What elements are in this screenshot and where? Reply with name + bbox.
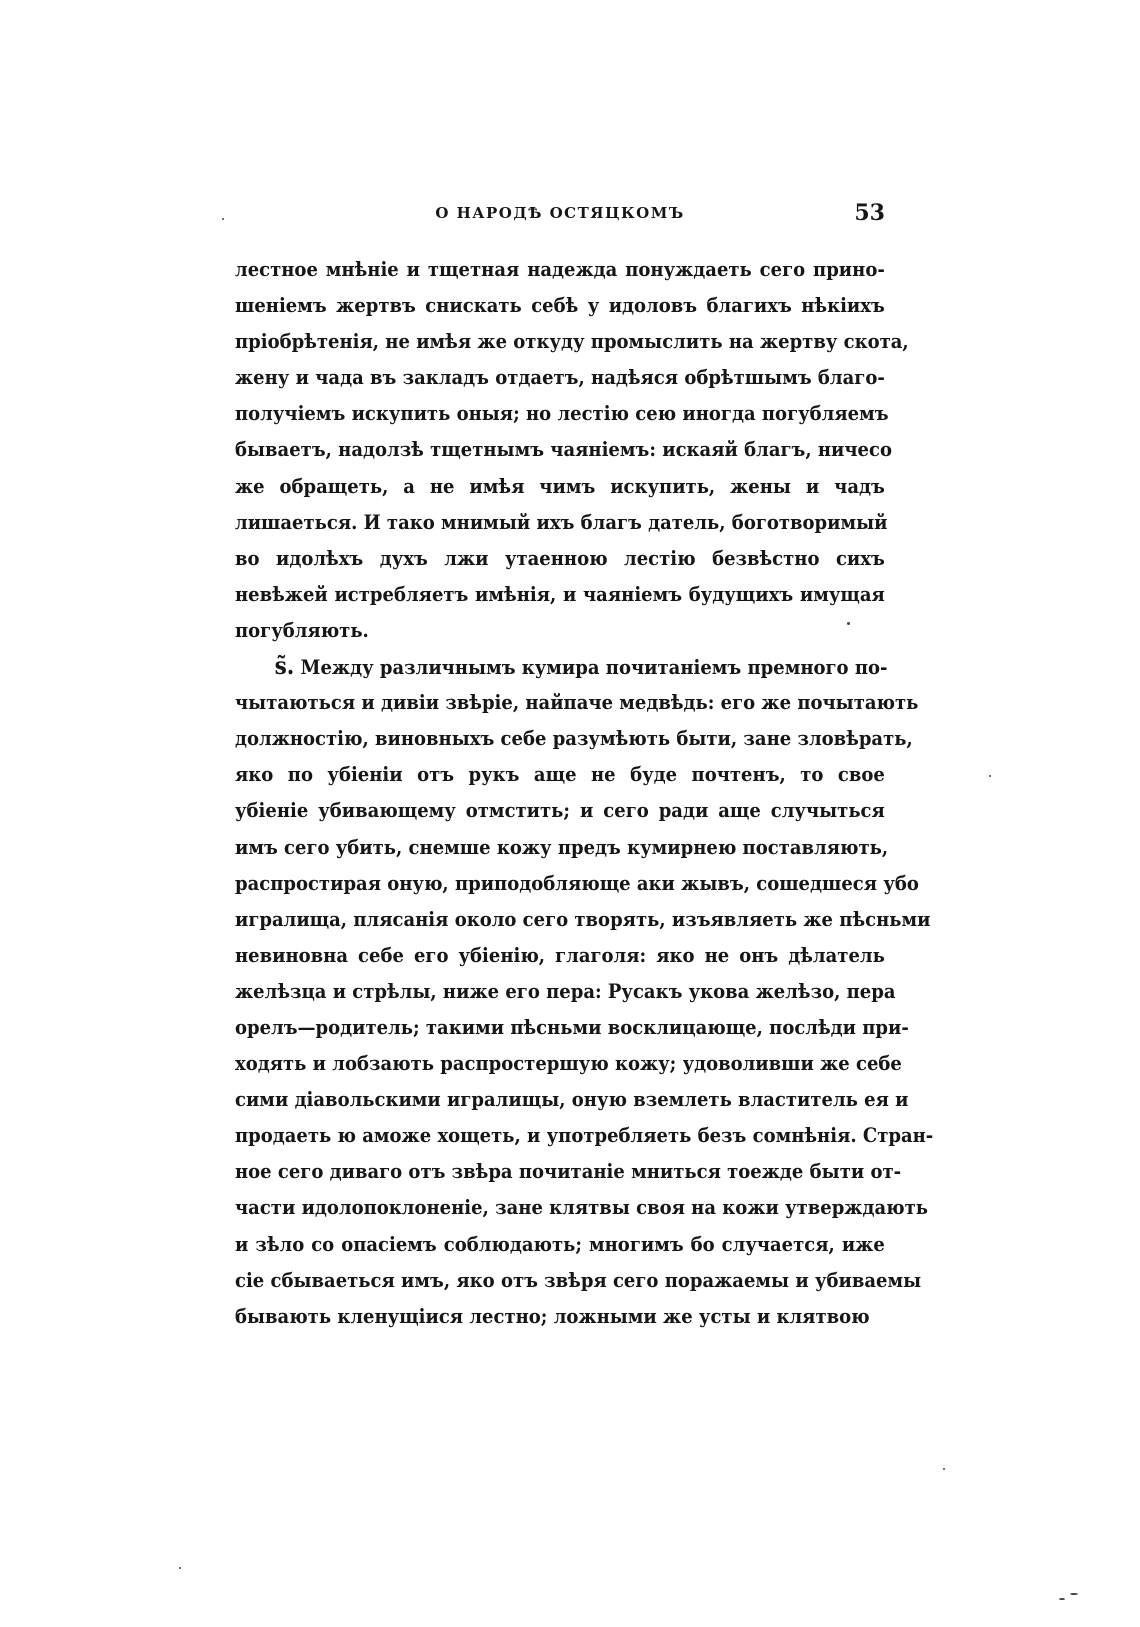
scan-speck [943, 1468, 945, 1470]
text-line: ходять и лобзають распростершую кожу; удоволивши же себе [235, 1051, 902, 1076]
text-line-content: Между различнымъ кумира почитаніемъ премного по- [300, 655, 888, 680]
text-line: продаеть ю аможе хощеть, и употребляеть безъ сомнѣнія. Стран- [235, 1123, 934, 1148]
text-line: должностію, виновныхъ себе разумѣють быти, зане зловѣрать, [235, 726, 913, 751]
text-line: части идолопоклоненіе, зане клятвы своя на кожи утверждають [235, 1195, 928, 1220]
paragraph-1 [235, 254, 909, 651]
text-line: игралища, плясанія около сего творять, изъявляеть же пѣсньми [235, 906, 931, 931]
text-line: распростирая оную, приподобляюще аки жывъ, сошедшеся убо [235, 870, 919, 895]
running-title: О НАРОДѢ ОСТЯЦКОМЪ [435, 204, 685, 222]
text-line: орелъ—родитель; такими пѣсньми восклицающе, послѣди при- [235, 1014, 909, 1039]
text-line: бывають кленущіися лестно; ложными же усты и клятвою [235, 1303, 870, 1328]
text-line: получіемъ искупить оныя; но лестію сею иногда погубляемъ [235, 401, 889, 426]
text-line: бываетъ, надолзѣ тщетнымъ чаяніемъ: искаяй благъ, ничесо [235, 437, 892, 462]
text-line [235, 651, 888, 687]
page-number: 53 [854, 200, 885, 226]
text-line: сими діавольскими игралищы, оную вземлеть властитель ея и [235, 1087, 909, 1112]
text-line: и зѣло со опасіемъ соблюдають; многимъ бо случается, иже [235, 1231, 885, 1256]
text-line: лишаеться. И тако мнимый ихъ благъ датель, боготворимый [235, 509, 888, 534]
scan-speck [222, 218, 224, 220]
running-head [235, 200, 885, 232]
text-line: сіе сбываеться имъ, яко отъ звѣря сего поражаемы и убиваемы [235, 1267, 922, 1292]
text-line: погубляють. [235, 617, 369, 642]
paragraph-2 [235, 651, 934, 1337]
text-line: чытаються и дивіи звѣріе, найпаче медвѣдь: его же почытають [235, 690, 919, 715]
text-line: желѣзца и стрѣлы, ниже его пера: Русакъ укова желѣзо, пера [235, 978, 896, 1003]
scan-speck [847, 622, 850, 625]
text-block [235, 254, 934, 1337]
text-line: же обращеть, а не имѣя чимъ искупить, жены и чадъ [235, 473, 885, 498]
text-line: пріобрѣтенія, не имѣя же откуду промыслить на жертву скота, [235, 329, 909, 354]
scan-speck [179, 1567, 181, 1569]
text-line: невиновна себе его убіенію, глаголя: яко не онъ дѣлатель [235, 942, 885, 967]
text-line: ное сего диваго отъ звѣра почитаніе мниться тоежде быти от- [235, 1159, 902, 1184]
text-line: невѣжей истребляетъ имѣнія, и чаяніемъ будущихъ имущая [235, 581, 885, 606]
text-line: жену и чада въ закладъ отдаетъ, надѣяся обрѣтшымъ благо- [235, 365, 885, 390]
text-line: лестное мнѣніе и тщетная надежда понуждаеть сего прино- [235, 257, 885, 281]
text-line: во идолѣхъ духъ лжи утаенною лестію безвѣстно сихъ [235, 545, 885, 570]
text-line: имъ сего убить, снемше кожу предъ кумирнею поставляють, [235, 834, 889, 859]
scan-speck [1070, 1593, 1078, 1595]
text-line: яко по убіеніи отъ рукъ аще не буде почтенъ, то свое [235, 762, 885, 787]
scan-speck [989, 775, 991, 777]
scan-speck [1059, 1598, 1065, 1600]
text-line: шеніемъ жертвъ снискать себѣ у идоловъ благихъ нѣкіихъ [235, 293, 885, 318]
text-line: убіеніе убивающему отмстить; и сего ради аще случыться [235, 798, 885, 823]
section-mark: ѕ̃. [274, 651, 295, 681]
